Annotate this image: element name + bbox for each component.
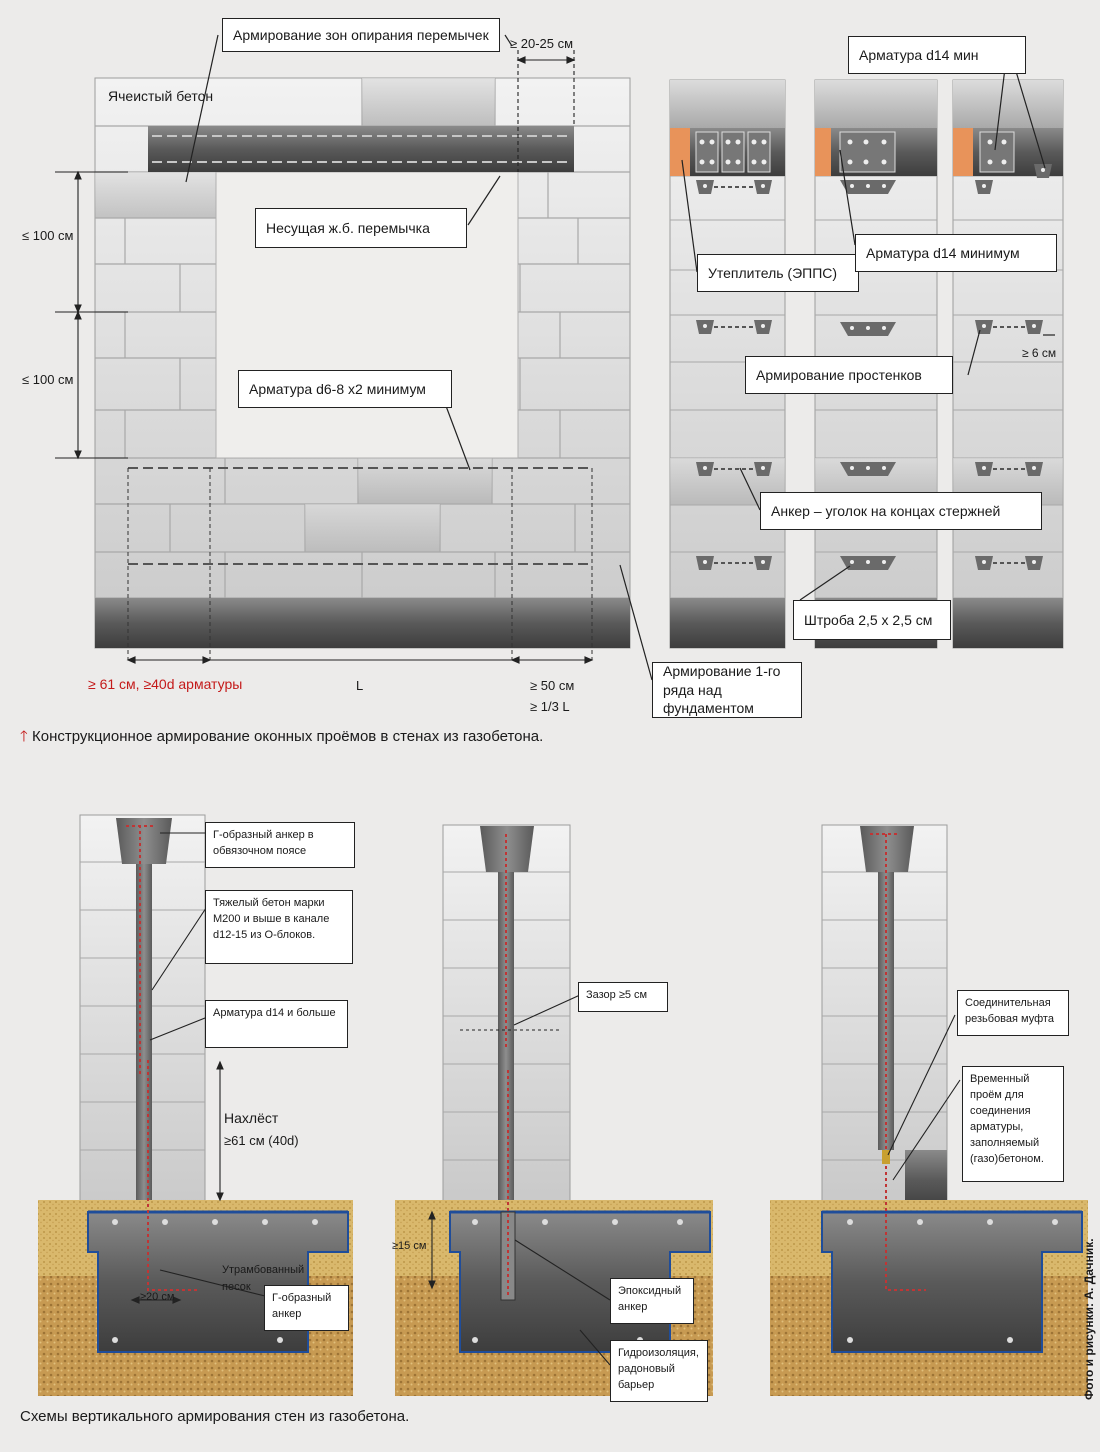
callout-insulation: Утеплитель (ЭППС) [697,254,859,292]
label-overlap-value: ≥61 см (40d) [224,1133,299,1148]
callout-l-anchor: Г-образный анкер [264,1285,349,1331]
callout-lintel-support: Армирование зон опирания перемычек [222,18,500,52]
callout-gap: Зазор ≥5 см [578,982,668,1012]
label-aerated-concrete: Ячеистый бетон [108,88,214,104]
dim-left-extension: ≥ 61 см, ≥40d арматуры [88,676,243,692]
dim-min20: ≥20 см [140,1291,175,1303]
callout-lintel: Несущая ж.б. перемычка [255,208,467,248]
callout-coupling: Соединительная резьбовая муфта [957,990,1069,1036]
callout-first-row: Армирование 1-го ряда над фундаментом [652,662,802,718]
callout-rebar-d14-more: Арматура d14 и больше [205,1000,348,1048]
dim-right-ext-2: ≥ 1/3 L [530,699,570,714]
photo-credit: Фото и рисунки: А. Дачник. [1082,1238,1096,1400]
callout-rebar-d68: Арматура d6-8 x2 минимум [238,370,452,408]
dim-min6: ≥ 6 см [1022,346,1057,360]
dim-span: L [356,678,364,693]
dim-height-2: ≤ 100 см [22,372,74,387]
dim-height-1: ≤ 100 см [22,228,74,243]
callout-rebar-d14-minimum: Арматура d14 минимум [855,234,1057,272]
label-overlap-title: Нахлёст [224,1110,279,1126]
window-wall-drawing [55,35,652,680]
callout-temp-opening: Временный проём для соединения арматуры, заполняемый (газо)бетоном. [962,1066,1064,1182]
callout-piers: Армирование простенков [745,356,953,394]
dim-right-ext-1: ≥ 50 см [530,678,575,693]
callout-groove: Штроба 2,5 х 2,5 см [793,600,951,640]
callout-l-anchor-belt: Г-образный анкер в обвязочном поясе [205,822,355,868]
dim-top-overhang: ≥ 20-25 см [510,36,574,51]
callout-heavy-concrete: Тяжелый бетон марки М200 и выше в канале d12-15 из О-блоков. [205,890,353,964]
caption-top-text: Конструкционное армирование оконных проёмов в стенах из газобетона. [31,728,544,745]
arrow-up-icon: 🡑 [20,728,28,745]
dim-min15: ≥15 см [392,1240,427,1252]
caption-top [20,726,543,751]
caption-bottom: Схемы вертикального армирования стен из газобетона. [20,1408,410,1425]
callout-rebar-d14-min: Арматура d14 мин [848,36,1026,74]
callout-waterproof: Гидроизоляция, радоновый барьер [610,1340,708,1402]
callout-anchor-angle: Анкер – уголок на концах стержней [760,492,1042,530]
callout-epoxy-anchor: Эпоксидный анкер [610,1278,694,1324]
label-compacted-sand: Утрамбованный песок [222,1264,305,1293]
